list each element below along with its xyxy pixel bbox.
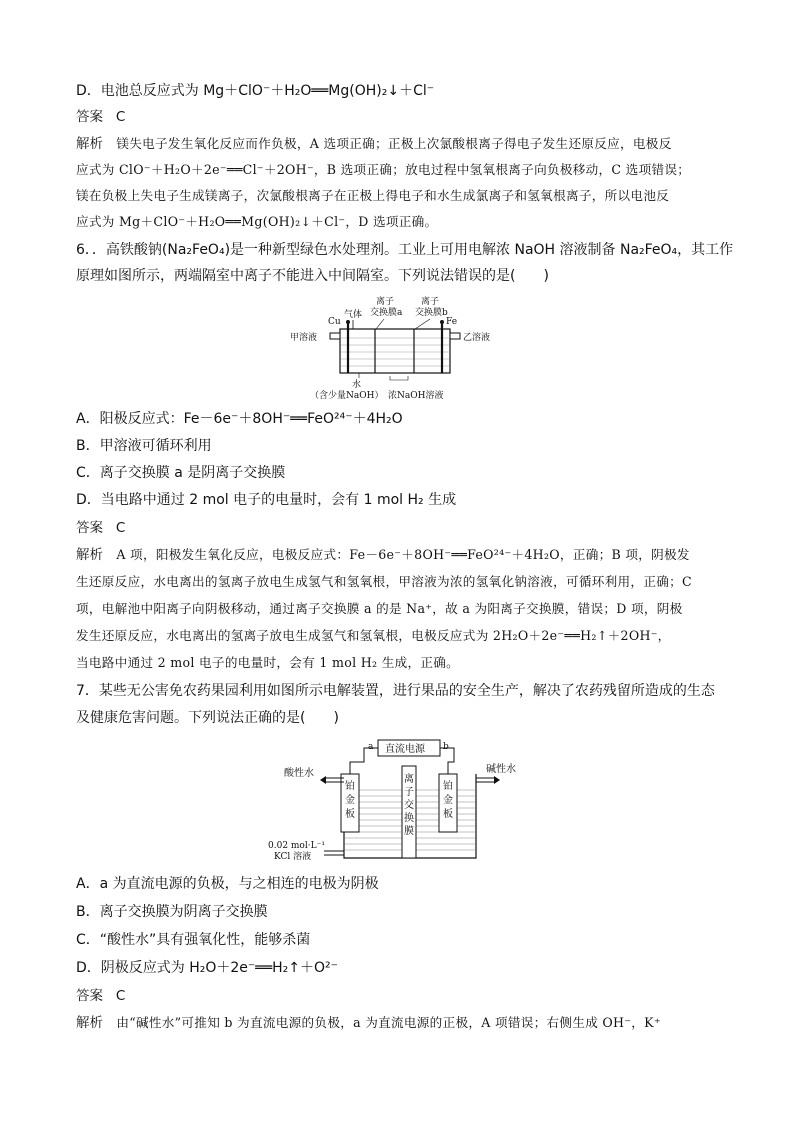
q7-answer-row [76,986,125,1006]
q5-analysis-label: 解析 [76,136,103,152]
membrane-b-label-1: 离子 [421,297,440,307]
q7-option-d: D．阴极反应式为 H₂O＋2e⁻══H₂↑＋O²⁻ [76,960,339,976]
q6-analysis-text: A 项，阳极发生氧化反应，电极反应式：Fe－6e⁻＋8OH⁻══FeO²⁴⁻＋4H₂O，正确；B 项，阴极发 [116,547,690,562]
q7-stem-line-1: 7．某些无公害免农药果园利用如图所示电解装置，进行果品的安全生产，解决了农药残留所造成的生态 [76,683,715,699]
acid-water-label: 酸性水 [284,768,314,779]
conc-naoh-label: 浓NaOH溶液 [388,391,444,401]
q6-option-d: D．当电路中通过 2 mol 电子的电量时，会有 1 mol H₂ 生成 [76,492,457,508]
q6-stem-line-1: 6．．高铁酸钠(Na₂FeO₄)是一种新型绿色水处理剂。工业上可用电解浓 NaOH 溶液制备 Na₂FeO₄，其工作 [76,242,734,258]
q6-answer-row [76,518,125,538]
terminal-b-label: b [443,742,449,752]
svg-text:子: 子 [404,787,414,798]
q6-option-b: B．甲溶液可循环利用 [76,438,212,454]
q5-answer-label: 答案 [76,109,103,125]
q7-analysis-label: 解析 [76,1015,103,1031]
kcl-concentration-label: 0.02 mol·L⁻¹ [268,841,325,851]
svg-text:交: 交 [404,800,414,811]
svg-text:离: 离 [404,774,414,785]
q5-answer-row [76,107,125,127]
gas-label: 气体 [344,310,363,320]
q6-stem-line-2: 原理如图所示，两端隔室中离子不能进入中间隔室。下列说法错误的是( ) [76,268,549,284]
q7-answer: C [115,988,126,1004]
q6-answer-label: 答案 [76,520,103,536]
q7-electrolysis-figure [268,738,530,862]
svg-text:板: 板 [443,809,453,820]
q7-option-a: A．a 为直流电源的负极，与之相连的电极为阴极 [76,876,379,892]
q6-electrolysis-figure [290,292,491,404]
fe-label: Fe [446,317,458,327]
q7-option-b: B．离子交换膜为阴离子交换膜 [76,904,268,920]
right-solution-label: 乙溶液 [463,333,491,343]
terminal-a-label: a [368,742,374,752]
svg-text:铂: 铂 [443,781,453,792]
power-label: 直流电源 [385,744,425,755]
q7-stem-line-2: 及健康危害问题。下列说法正确的是( ) [76,710,339,726]
q5-analysis-line-1 [76,134,672,154]
q5-analysis-text: 镁失电子发生氧化反应而作负极，A 选项正确；正极上次氯酸根离子得电子发生还原反应，电极反 [116,136,672,151]
q6-analysis-line-3: 项，电解池中阳离子向阴极移动，通过离子交换膜 a 的是 Na⁺，故 a 为阳离子交换膜，错误；D 项，阴极 [76,601,683,616]
q7-analysis-text: 由“碱性水”可推知 b 为直流电源的负极，a 为直流电源的正极，A 项错误；右侧生成 OH⁻，K⁺ [116,1015,661,1030]
svg-text:换: 换 [404,813,414,824]
q6-analysis-line-4: 发生还原反应，水电离出的氢离子放电生成氢气和氢氧根，电极反应式为 2H₂O＋2e⁻══H₂↑＋2OH⁻， [76,628,671,643]
q6-analysis-line-2: 生还原反应，水电离出的氢离子放电生成氢气和氢氧根，甲溶液为浓的氢氧化钠溶液，可循环利用，正确；C [76,574,692,589]
q5-analysis-line-2: 应式为 ClO⁻＋H₂O＋2e⁻══Cl⁻＋2OH⁻，B 选项正确；放电过程中氢氧根离子向负极移动，C 选项错误； [76,162,691,177]
q7-option-c: C．“酸性水”具有强氧化性，能够杀菌 [76,932,311,948]
q5-analysis-line-4: 应式为 Mg＋ClO⁻＋H₂O══Mg(OH)₂↓＋Cl⁻，D 选项正确。 [76,214,438,229]
svg-text:铂: 铂 [345,781,355,792]
q5-analysis-line-3: 镁在负极上失电子生成镁离子，次氯酸根离子在正极上得电子和水生成氯离子和氢氧根离子，所以电池反 [76,188,670,203]
svg-text:膜: 膜 [404,826,414,837]
cu-label: Cu [328,317,341,327]
q5-answer: C [115,109,126,125]
q6-analysis-line-1 [76,545,690,565]
q7-answer-label: 答案 [76,988,103,1004]
alkaline-water-label: 碱性水 [486,764,516,775]
svg-text:金: 金 [443,795,453,806]
water-label: 水 [352,380,362,390]
q6-answer: C [115,520,126,536]
membrane-a-label-1: 离子 [376,297,395,307]
kcl-label: KCl 溶液 [274,852,312,862]
q6-analysis-line-5: 当电路中通过 2 mol 电子的电量时，会有 1 mol H₂ 生成，正确。 [76,655,460,670]
q6-analysis-label: 解析 [76,547,103,563]
svg-text:板: 板 [345,809,355,820]
q5-option-d: D．电池总反应式为 Mg＋ClO⁻＋H₂O══Mg(OH)₂↓＋Cl⁻ [76,83,435,99]
q7-analysis-line-1 [76,1013,661,1033]
water-note-label: （含少量NaOH） [310,391,384,401]
membrane-a-label-2: 交换膜a [370,308,403,318]
q6-option-a: A．阳极反应式：Fe－6e⁻＋8OH⁻══FeO²⁴⁻＋4H₂O [76,411,403,427]
left-solution-label: 甲溶液 [290,333,318,343]
membrane-b-label-2: 交换膜b [415,308,448,318]
q6-option-c: C．离子交换膜 a 是阴离子交换膜 [76,465,286,481]
svg-text:金: 金 [345,795,355,806]
